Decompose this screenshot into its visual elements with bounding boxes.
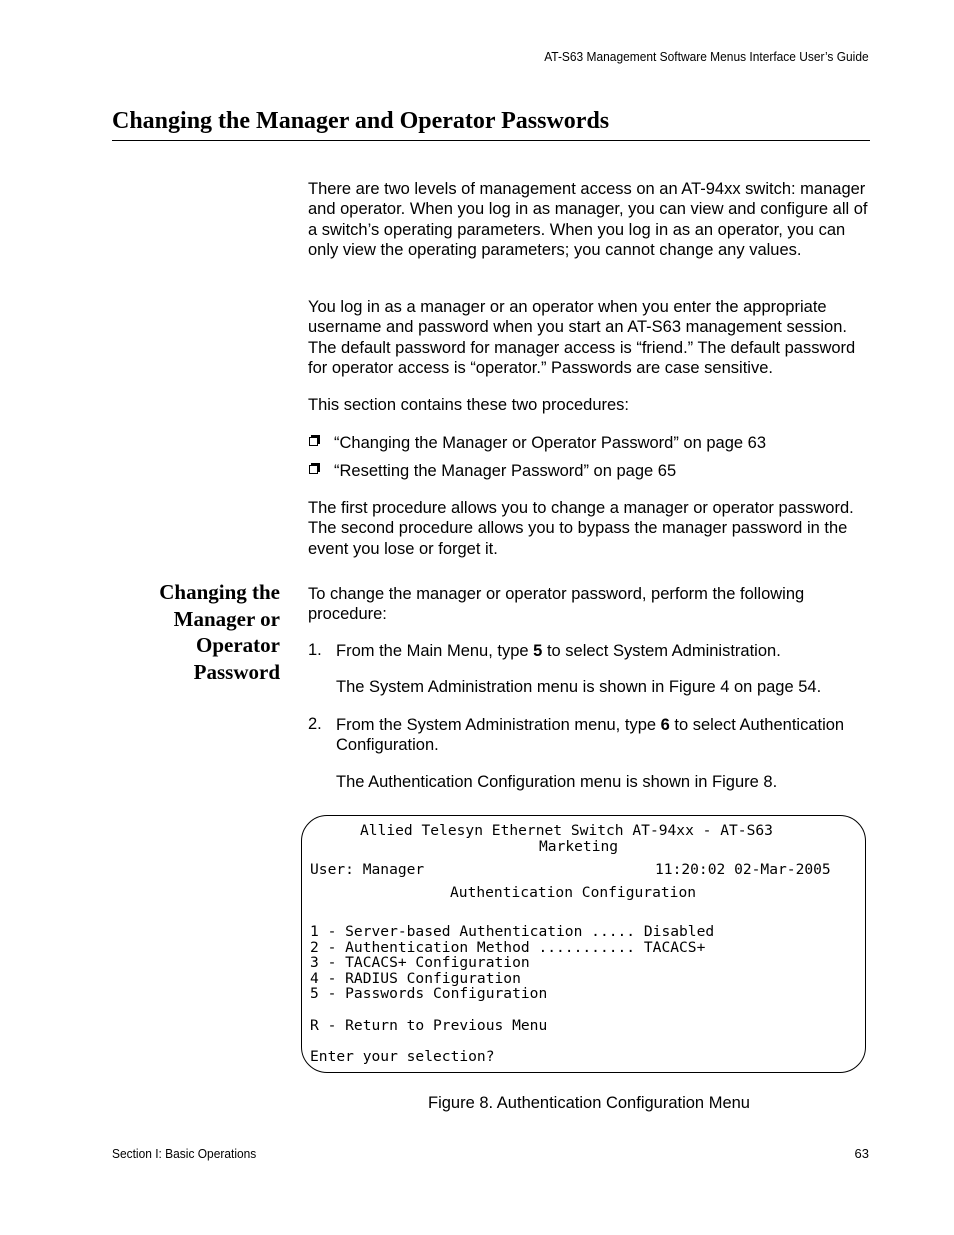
bullet-link-text: “Changing the Manager or Operator Password” on page 63 — [334, 434, 767, 452]
terminal-banner: Allied Telesyn Ethernet Switch AT-94xx - AT-S63 — [360, 822, 773, 839]
step-instruction — [336, 641, 876, 661]
step-key: 5 — [533, 642, 543, 660]
paragraph-login: You log in as a manager or an operator when you enter the appropriate username and password when you start an AT-S63 management session. The default password for manager access is “friend.” The default password for operator access is “operator.” Passwords are case sensitive. — [308, 298, 856, 378]
step-number: 2. — [308, 715, 322, 733]
terminal-user: User: Manager — [310, 861, 425, 878]
step-text-part: From the Main Menu, type — [336, 642, 534, 660]
terminal-menu-item: 2 - Authentication Method ........... TACACS+ — [310, 939, 706, 956]
figure-caption: Figure 8. Authentication Configuration Menu — [428, 1094, 750, 1112]
heading-line: Changing the — [159, 580, 280, 604]
subsection-intro — [308, 584, 874, 625]
intro-paragraph — [308, 179, 874, 261]
paragraph-summary: The first procedure allows you to change a manager or operator password. The second procedure allows you to bypass the manager password in the event you lose or forget it. — [308, 499, 854, 558]
paragraph-access-levels: There are two levels of management access on an AT-94xx switch: manager and operator. When you log in as manager, you can view and configure all of a switch’s operating parameters. When you log in as an operator, you can only view the operating parameters; you cannot change any values. — [308, 180, 868, 260]
terminal-prompt: Enter your selection? — [310, 1048, 495, 1065]
step-number: 1. — [308, 641, 322, 659]
section-title: Changing the Manager and Operator Passwords — [112, 106, 870, 141]
terminal-menu-item: 1 - Server-based Authentication ..... Disabled — [310, 923, 715, 940]
checkbox-bullet-icon — [309, 437, 318, 446]
heading-line: Password — [193, 659, 280, 684]
paragraph-subsection-intro: To change the manager or operator password, perform the following procedure: — [308, 585, 805, 624]
page-number: 63 — [854, 1146, 869, 1161]
step-instruction — [336, 715, 876, 756]
login-paragraph — [308, 297, 874, 379]
terminal-menu-title: Authentication Configuration — [450, 884, 697, 901]
step-text-part: From the System Administration menu, type — [336, 716, 661, 734]
checkbox-bullet-icon — [309, 465, 318, 474]
terminal-menu-item: 3 - TACACS+ Configuration — [310, 954, 530, 971]
step-key: 6 — [660, 716, 670, 734]
terminal-return-item: R - Return to Previous Menu — [310, 1017, 548, 1034]
heading-line: Manager or — [173, 606, 280, 631]
terminal-datetime: 11:20:02 02-Mar-2005 — [655, 861, 831, 878]
step-note: The Authentication Configuration menu is shown in Figure 8. — [336, 773, 778, 791]
procedures-intro — [308, 395, 874, 415]
step-text-part: to select Authentication Configuration. — [336, 716, 845, 755]
bullet-item — [308, 433, 766, 453]
terminal-menu-item: 5 - Passwords Configuration — [310, 985, 548, 1002]
procedures-summary — [308, 498, 874, 559]
running-header: AT-S63 Management Software Menus Interface User’s Guide — [544, 49, 869, 64]
step-text-part: to select System Administration. — [542, 642, 781, 660]
heading-line: Operator — [196, 633, 280, 657]
bullet-item — [308, 461, 676, 481]
subsection-heading — [110, 579, 280, 685]
terminal-banner-location: Marketing — [539, 838, 619, 855]
step-note: The System Administration menu is shown in Figure 4 on page 54. — [336, 678, 822, 696]
footer-section: Section I: Basic Operations — [112, 1146, 257, 1161]
bullet-link-text: “Resetting the Manager Password” on page 65 — [334, 462, 677, 480]
terminal-menu-item: 4 - RADIUS Configuration — [310, 970, 521, 987]
paragraph-procedures: This section contains these two procedures: — [308, 396, 630, 414]
